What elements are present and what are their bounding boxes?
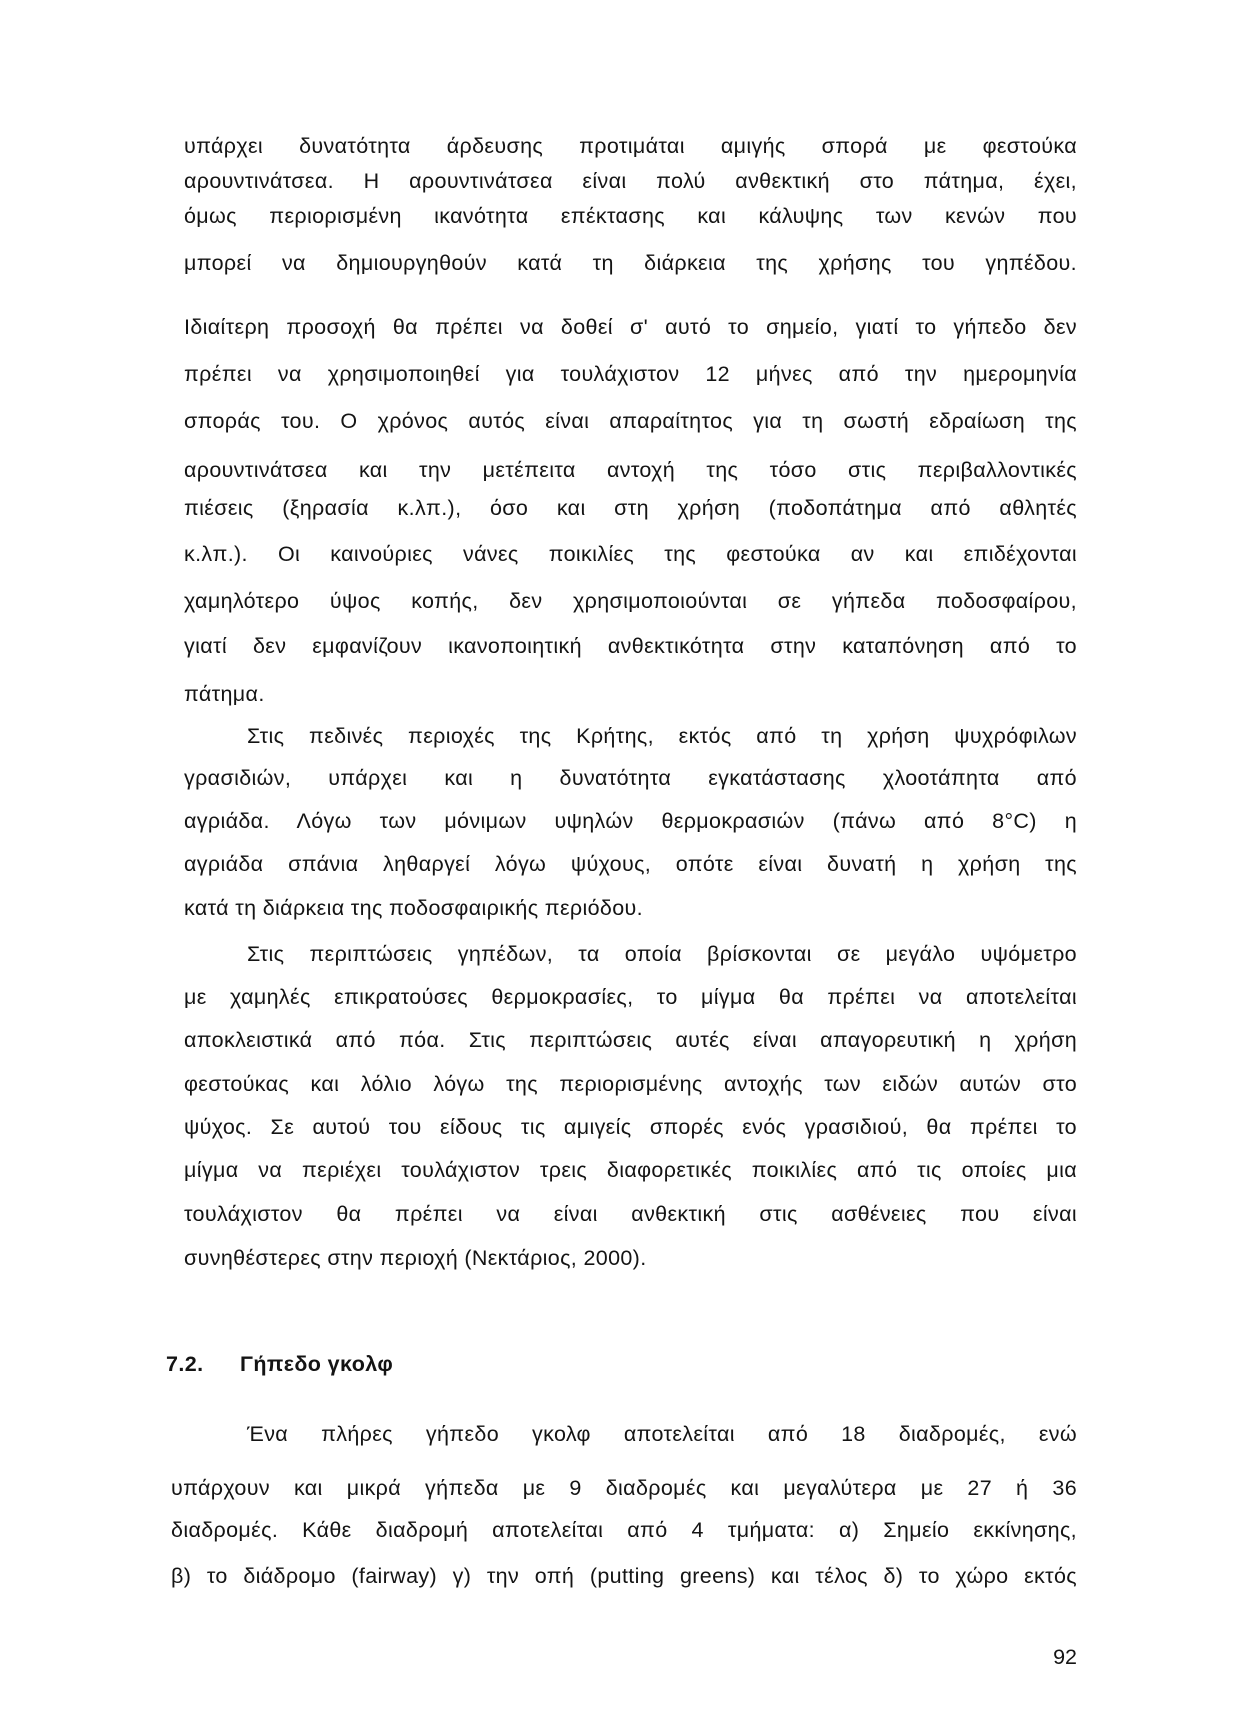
text-line: μπορεί να δημιουργηθούν κατά τη διάρκεια της χρήσης του γηπέδου. [184, 251, 1077, 275]
text-line: υπάρχει δυνατότητα άρδευσης προτιμάται αμιγής σπορά με φεστούκα [184, 134, 1077, 158]
text-line: χαμηλότερο ύψος κοπής, δεν χρησιμοποιούνται σε γήπεδα ποδοσφαίρου, [184, 589, 1077, 613]
section-number: 7.2. [166, 1352, 204, 1376]
text-line: Στις πεδινές περιοχές της Κρήτης, εκτός από τη χρήση ψυχρόφιλων [247, 724, 1077, 748]
text-line: β) το διάδρομο (fairway) γ) την οπή (putting greens) και τέλος δ) το χώρο εκτός [171, 1564, 1077, 1588]
text-line: πάτημα. [184, 682, 265, 706]
text-line: γιατί δεν εμφανίζουν ικανοποιητική ανθεκτικότητα στην καταπόνηση από το [184, 634, 1077, 658]
text-line: αποκλειστικά από πόα. Στις περιπτώσεις αυτές είναι απαγορευτική η χρήση [184, 1028, 1077, 1052]
text-line: Ιδιαίτερη προσοχή θα πρέπει να δοθεί σ' αυτό το σημείο, γιατί το γήπεδο δεν [184, 315, 1077, 339]
text-line: φεστούκας και λόλιο λόγω της περιορισμένης αντοχής των ειδών αυτών στο [184, 1072, 1077, 1096]
text-line: όμως περιορισμένη ικανότητα επέκτασης και κάλυψης των κενών που [184, 204, 1077, 228]
text-line: γρασιδιών, υπάρχει και η δυνατότητα εγκατάστασης χλοοτάπητα από [184, 766, 1077, 790]
text-line: αγριάδα σπάνια ληθαργεί λόγω ψύχους, οπότε είναι δυνατή η χρήση της [184, 852, 1077, 876]
text-line: αρουντινάτσεα και την μετέπειτα αντοχή της τόσο στις περιβαλλοντικές [184, 458, 1077, 482]
text-line: αγριάδα. Λόγω των μόνιμων υψηλών θερμοκρασιών (πάνω από 8°C) η [184, 809, 1077, 833]
text-line: κ.λπ.). Οι καινούριες νάνες ποικιλίες της φεστούκα αν και επιδέχονται [184, 542, 1077, 566]
text-line: διαδρομές. Κάθε διαδρομή αποτελείται από 4 τμήματα: α) Σημείο εκκίνησης, [171, 1518, 1077, 1542]
section-heading [166, 1350, 393, 1378]
text-line: πιέσεις (ξηρασία κ.λπ.), όσο και στη χρήση (ποδοπάτημα από αθλητές [184, 496, 1077, 520]
page-number: 92 [1053, 1645, 1077, 1669]
text-line: υπάρχουν και μικρά γήπεδα με 9 διαδρομές και μεγαλύτερα με 27 ή 36 [171, 1476, 1077, 1500]
text-line: με χαμηλές επικρατούσες θερμοκρασίες, το μίγμα θα πρέπει να αποτελείται [184, 985, 1077, 1009]
text-line: αρουντινάτσεα. Η αρουντινάτσεα είναι πολύ ανθεκτική στο πάτημα, έχει, [184, 169, 1077, 193]
text-line: μίγμα να περιέχει τουλάχιστον τρεις διαφορετικές ποικιλίες από τις οποίες μια [184, 1158, 1077, 1182]
section-title: Γήπεδο γκολφ [240, 1352, 394, 1376]
text-line: κατά τη διάρκεια της ποδοσφαιρικής περιόδου. [184, 896, 643, 920]
text-line: τουλάχιστον θα πρέπει να είναι ανθεκτική στις ασθένειες που είναι [184, 1202, 1077, 1226]
text-line: σποράς του. Ο χρόνος αυτός είναι απαραίτητος για τη σωστή εδραίωση της [184, 409, 1077, 433]
text-line: Στις περιπτώσεις γηπέδων, τα οποία βρίσκονται σε μεγάλο υψόμετρο [247, 942, 1077, 966]
text-line: συνηθέστερες στην περιοχή (Νεκτάριος, 2000). [184, 1246, 647, 1270]
text-line: Ένα πλήρες γήπεδο γκολφ αποτελείται από 18 διαδρομές, ενώ [247, 1422, 1077, 1446]
text-line: ψύχος. Σε αυτού του είδους τις αμιγείς σπορές ενός γρασιδιού, θα πρέπει το [184, 1115, 1077, 1139]
text-line: πρέπει να χρησιμοποιηθεί για τουλάχιστον 12 μήνες από την ημερομηνία [184, 362, 1077, 386]
